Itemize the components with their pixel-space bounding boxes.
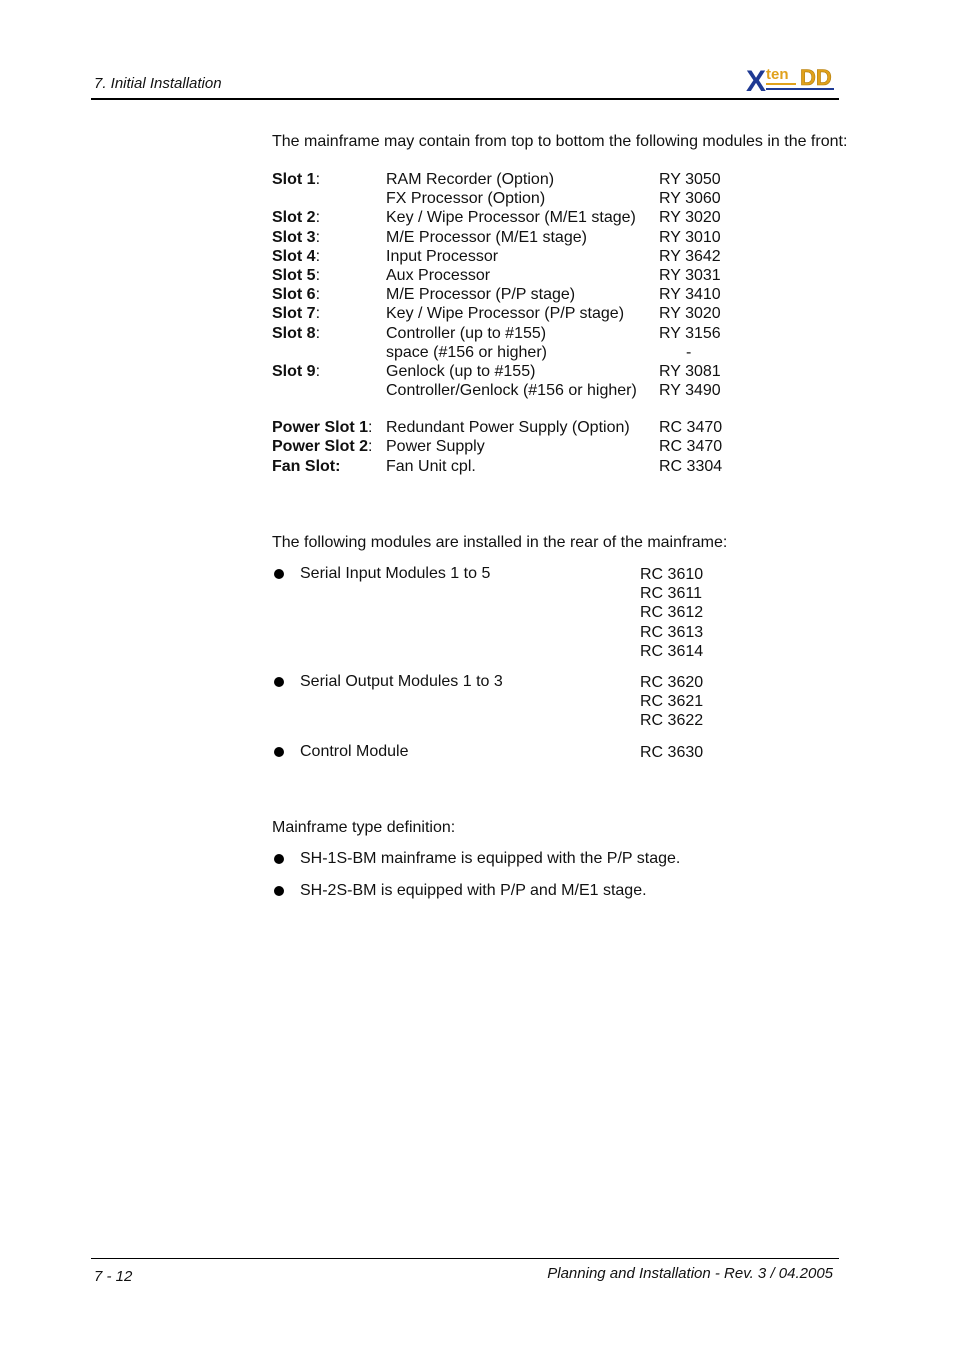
slot-desc: Genlock (up to #155) (386, 362, 536, 380)
slot-label: Slot 8 (272, 324, 316, 342)
slot-label: Slot 2 (272, 209, 316, 227)
bullet-icon (274, 747, 284, 757)
rear-module-name: Control Module (300, 743, 409, 760)
slot-code: - (686, 343, 692, 361)
slot-desc: Controller (up to #155) (386, 324, 547, 342)
power-slot-sep: : (368, 438, 373, 456)
rear-module-codes (640, 673, 703, 731)
slot-desc: FX Processor (Option) (386, 190, 546, 208)
slot-code: RY 3020 (659, 305, 721, 323)
section-title: 7. Initial Installation (94, 75, 222, 92)
module-code: RC 3620 (640, 674, 704, 691)
module-code: RC 3614 (640, 642, 704, 660)
slot-desc: M/E Processor (M/E1 stage) (386, 228, 587, 246)
power-slot-label: Power Slot 2 (272, 438, 369, 456)
mainframe-type-text: SH-1S-BM mainframe is equipped with the P/P stage. (300, 850, 681, 867)
module-code: RC 3622 (640, 712, 704, 730)
slot-code: RY 3156 (659, 324, 721, 342)
header-rule (91, 98, 839, 100)
slot-label: Slot 3 (272, 228, 316, 246)
slot-code: RY 3410 (659, 286, 721, 304)
footer-rule (91, 1258, 839, 1259)
slot-desc: M/E Processor (P/P stage) (386, 286, 576, 304)
slot-sep: : (315, 266, 321, 284)
power-slot-code: RC 3470 (659, 438, 723, 456)
slot-sep: : (315, 228, 321, 246)
power-slot-label: Power Slot 1 (272, 419, 369, 437)
slot-sep: : (315, 247, 321, 265)
front-intro: The mainframe may contain from top to bottom the following modules in the front: (272, 133, 848, 150)
slot-label: Slot 6 (272, 286, 316, 304)
slot-code: RY 3010 (659, 228, 721, 246)
module-code: RC 3630 (640, 744, 704, 761)
bullet-icon (274, 886, 284, 896)
slot-desc: Input Processor (386, 247, 499, 265)
slot-sep: : (315, 171, 321, 188)
module-code: RC 3610 (640, 566, 704, 583)
slot-code: RY 3060 (659, 190, 721, 208)
slot-sep: : (315, 362, 321, 380)
slot-label: Slot 9 (272, 362, 316, 380)
slot-code: RY 3020 (659, 209, 721, 227)
slot-code: RY 3031 (659, 266, 721, 284)
slot-sep: : (315, 324, 321, 342)
rear-module-name: Serial Input Modules 1 to 5 (300, 565, 491, 582)
rear-intro: The following modules are installed in the rear of the mainframe: (272, 534, 728, 551)
mainframe-type-text: SH-2S-BM is equipped with P/P and M/E1 stage. (300, 882, 647, 899)
power-slot-code: RC 3470 (659, 419, 723, 437)
rear-module-name: Serial Output Modules 1 to 3 (300, 673, 503, 690)
power-slot-sep: : (368, 419, 373, 437)
document-revision: Planning and Installation - Rev. 3 / 04.2005 (547, 1265, 833, 1282)
module-code: RC 3611 (640, 585, 702, 603)
slot-sep: : (315, 209, 321, 227)
slot-desc: space (#156 or higher) (386, 343, 547, 361)
logo-x: X (746, 65, 767, 96)
page-number: 7 - 12 (94, 1268, 133, 1285)
slot-sep: : (315, 286, 321, 304)
slot-desc: RAM Recorder (Option) (386, 171, 555, 188)
slot-code: RY 3642 (659, 247, 721, 265)
bullet-icon (274, 677, 284, 687)
slot-label: Slot 4 (272, 247, 316, 265)
logo-ten: ten (766, 66, 789, 83)
slot-code: RY 3490 (659, 382, 721, 400)
logo-dd: DD (800, 65, 832, 90)
fan-slot-code: RC 3304 (659, 457, 723, 475)
slot-code: RY 3050 (659, 171, 721, 188)
fan-slot-desc: Fan Unit cpl. (386, 457, 476, 475)
fan-slot-label: Fan Slot: (272, 457, 341, 475)
power-slot-desc: Redundant Power Supply (Option) (386, 419, 630, 437)
bullet-icon (274, 854, 284, 864)
slot-desc: Key / Wipe Processor (M/E1 stage) (386, 209, 636, 227)
rear-module-codes (640, 565, 703, 661)
slot-label: Slot 5 (272, 266, 316, 284)
module-code: RC 3621 (640, 693, 704, 711)
rear-module-codes (640, 743, 703, 762)
slot-desc: Key / Wipe Processor (P/P stage) (386, 305, 625, 323)
slot-sep: : (315, 305, 321, 323)
mainframe-type-heading: Mainframe type definition: (272, 819, 456, 836)
module-code: RC 3612 (640, 604, 704, 622)
power-slot-desc: Power Supply (386, 438, 485, 456)
slot-desc: Controller/Genlock (#156 or higher) (386, 382, 637, 400)
slot-label: Slot 1 (272, 171, 316, 188)
slot-code: RY 3081 (659, 362, 721, 380)
module-code: RC 3613 (640, 623, 704, 641)
xten-dd-logo (746, 64, 838, 96)
bullet-icon (274, 569, 284, 579)
slot-label: Slot 7 (272, 305, 316, 323)
slot-desc: Aux Processor (386, 266, 491, 284)
